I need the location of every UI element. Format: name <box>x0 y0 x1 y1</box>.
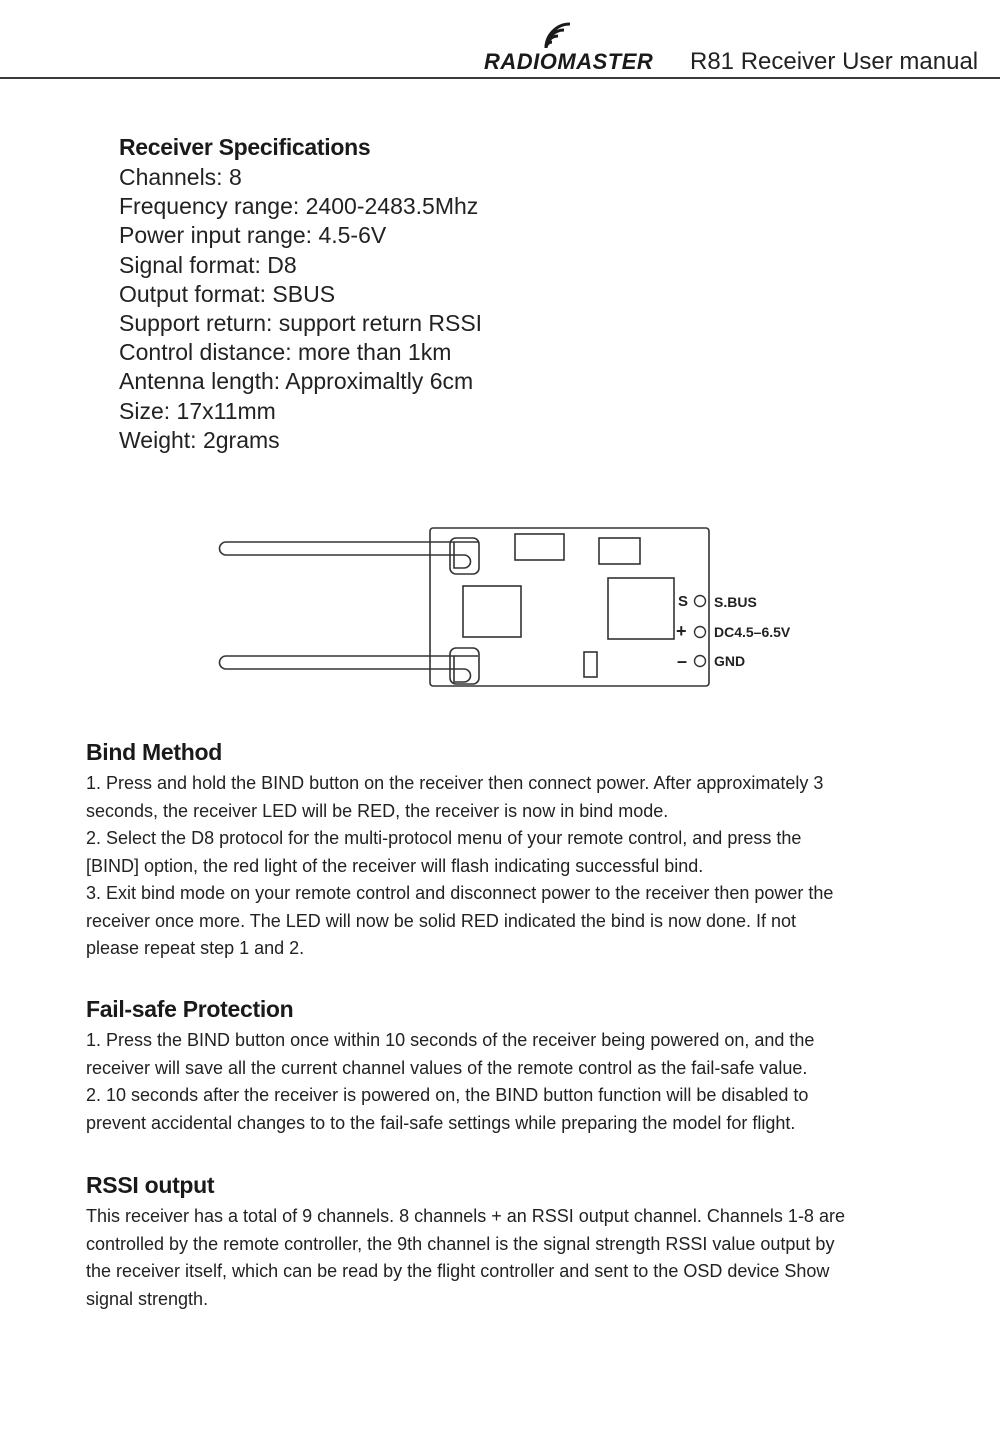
failsafe-heading: Fail-safe Protection <box>86 996 294 1022</box>
paragraph-line: receiver will save all the current channel values of the remote control as the fail-safe value. <box>86 1057 808 1078</box>
component-chip <box>599 538 640 564</box>
bind-method-section <box>86 736 926 963</box>
specifications-heading: Receiver Specifications <box>119 134 371 160</box>
paragraph-line: 2. 10 seconds after the receiver is powered on, the BIND button function will be disabled to <box>86 1085 809 1105</box>
antenna-wire-bottom <box>220 648 480 684</box>
paragraph-line: seconds, the receiver LED will be RED, the receiver is now in bind mode. <box>86 800 669 821</box>
spec-line: Antenna length: Approximaltly 6cm <box>119 368 474 395</box>
specifications-section <box>119 131 819 455</box>
rssi-output-heading: RSSI output <box>86 1172 215 1198</box>
pin-symbol: + <box>676 621 687 641</box>
paragraph-line: please repeat step 1 and 2. <box>86 938 305 958</box>
failsafe-section <box>86 993 926 1137</box>
paragraph-line: receiver once more. The LED will now be solid RED indicated the bind is now done. If not <box>86 910 797 931</box>
paragraph-line: signal strength. <box>86 1288 209 1309</box>
pin-label-sbus: S.BUS <box>714 594 757 610</box>
component-chip <box>608 578 674 639</box>
antenna-wire-top <box>220 538 480 574</box>
spec-line: Output format: SBUS <box>119 280 336 307</box>
bind-method-heading: Bind Method <box>86 739 222 765</box>
spec-line: Channels: 8 <box>119 164 242 190</box>
spec-line: Frequency range: 2400-2483.5Mhz <box>119 193 479 220</box>
paragraph-line: the receiver itself, which can be read by the flight controller and sent to the OSD device Show <box>86 1261 830 1281</box>
spec-line: Signal format: D8 <box>119 251 297 278</box>
spec-line: Weight: 2grams <box>119 426 280 453</box>
document-title: R81 Receiver User manual <box>690 48 979 75</box>
paragraph-line: 1. Press the BIND button once within 10 seconds of the receiver being powered on, and the <box>86 1030 815 1050</box>
paragraph-line: 2. Select the D8 protocol for the multi-protocol menu of your remote control, and press the <box>86 828 802 848</box>
receiver-board <box>430 528 709 686</box>
spec-line: Support return: support return RSSI <box>119 310 483 337</box>
brand-logo: RADIOMASTER <box>484 49 654 74</box>
bind-button <box>584 652 597 677</box>
paragraph-line: prevent accidental changes to to the fail-safe settings while preparing the model for flight. <box>86 1112 796 1133</box>
paragraph-line: controlled by the remote controller, the 9th channel is the signal strength RSSI value output by <box>86 1233 835 1254</box>
paragraph-line: This receiver has a total of 9 channels. 8 channels + an RSSI output channel. Channels 1-8 are <box>86 1206 845 1226</box>
pin-hole <box>695 656 706 667</box>
spec-line: Control distance: more than 1km <box>119 339 452 366</box>
paragraph-line: [BIND] option, the red light of the receiver will flash indicating successful bind. <box>86 855 704 876</box>
pin-hole <box>695 627 706 638</box>
rssi-output-section <box>86 1169 926 1313</box>
pin-label-ground: GND <box>714 653 746 669</box>
paragraph-line: 1. Press and hold the BIND button on the receiver then connect power. After approximately 3 <box>86 773 824 793</box>
pin-symbol: S <box>678 593 689 610</box>
pin-hole <box>695 596 706 607</box>
pin-symbol: – <box>677 651 688 671</box>
component-chip <box>515 534 564 560</box>
spec-line: Size: 17x11mm <box>119 397 276 424</box>
page-header <box>0 0 1000 82</box>
header-divider <box>0 77 1000 79</box>
component-chip <box>463 586 521 637</box>
spec-line: Power input range: 4.5-6V <box>119 222 387 249</box>
receiver-diagram <box>210 520 830 700</box>
paragraph-line: 3. Exit bind mode on your remote control and disconnect power to the receiver then power the <box>86 883 834 903</box>
pin-label-power: DC4.5–6.5V <box>714 624 791 640</box>
